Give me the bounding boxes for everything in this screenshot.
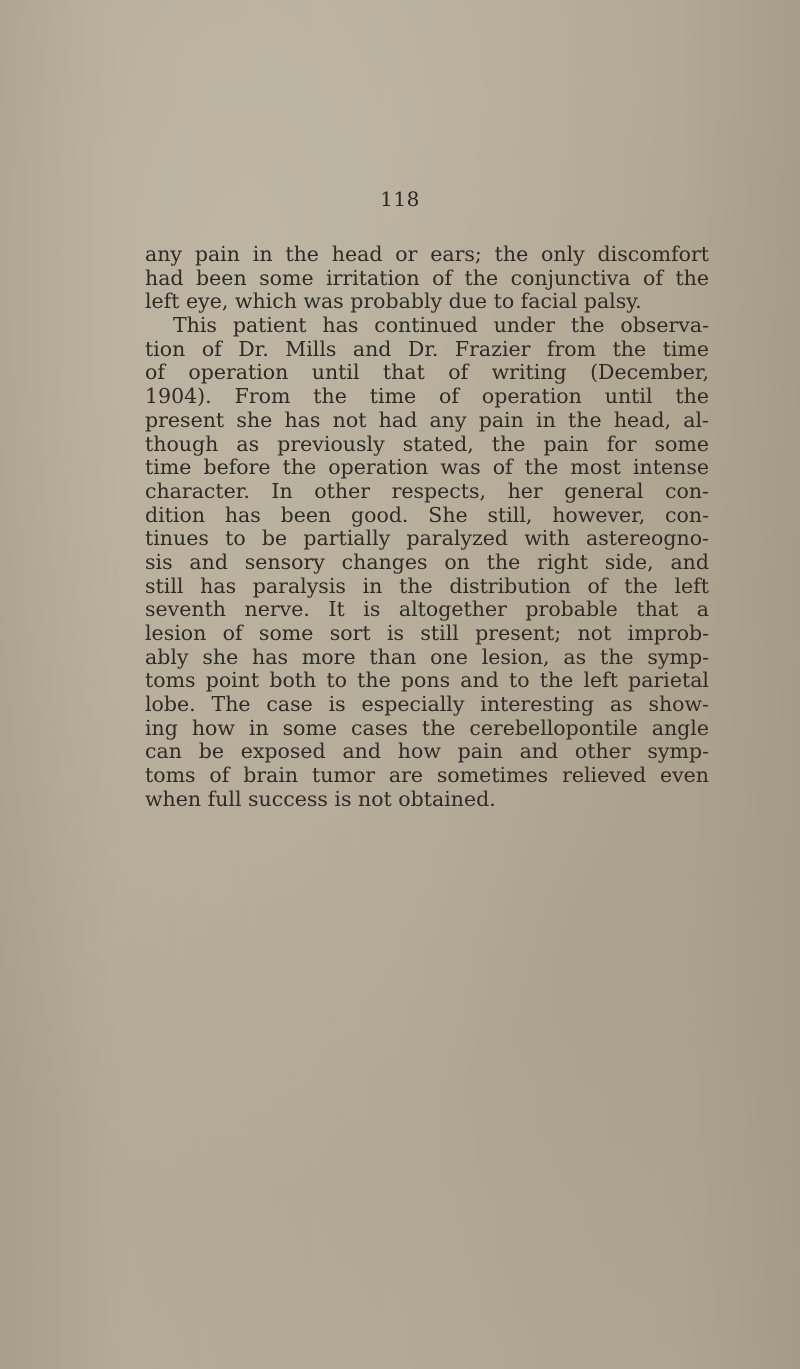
text-line: sis and sensory changes on the right side, and: [145, 549, 709, 574]
text-line: tion of Dr. Mills and Dr. Frazier from the time: [145, 336, 709, 361]
text-line: character. In other respects, her general con-: [145, 478, 709, 503]
text-line: left eye, which was probably due to facial palsy.: [145, 289, 642, 314]
text-line: lesion of some sort is still present; not improb-: [145, 621, 709, 645]
text-line: ing how in some cases the cerebellopontile angle: [145, 715, 709, 740]
text-line: of operation until that of writing (December,: [145, 360, 709, 385]
text-line: when full success is not obtained.: [145, 786, 496, 811]
body-text: [145, 243, 709, 812]
text-line: though as previously stated, the pain for some: [145, 431, 709, 456]
text-line: seventh nerve. It is altogether probable that a: [145, 597, 709, 622]
text-line: toms point both to the pons and to the left parietal: [145, 668, 709, 693]
text-line: had been some irritation of the conjunctiva of the: [145, 265, 709, 290]
text-line: 1904). From the time of operation until the: [145, 384, 709, 409]
text-line: still has paralysis in the distribution of the left: [145, 573, 709, 598]
text-line: time before the operation was of the most intense: [145, 455, 709, 480]
text-line: This patient has continued under the observa-: [173, 313, 709, 338]
text-line: any pain in the head or ears; the only discomfort: [145, 242, 709, 266]
page-number: 118: [380, 187, 420, 211]
text-line: tinues to be partially paralyzed with astereogno-: [145, 526, 709, 551]
text-line: present she has not had any pain in the head, al-: [145, 407, 709, 432]
text-line: ably she has more than one lesion, as the symp-: [145, 644, 709, 669]
text-line: toms of brain tumor are sometimes relieved even: [145, 763, 709, 788]
text-line: lobe. The case is especially interesting as show-: [145, 692, 709, 717]
text-line: dition has been good. She still, however, con-: [145, 502, 709, 527]
text-line: can be exposed and how pain and other symp-: [145, 739, 709, 764]
